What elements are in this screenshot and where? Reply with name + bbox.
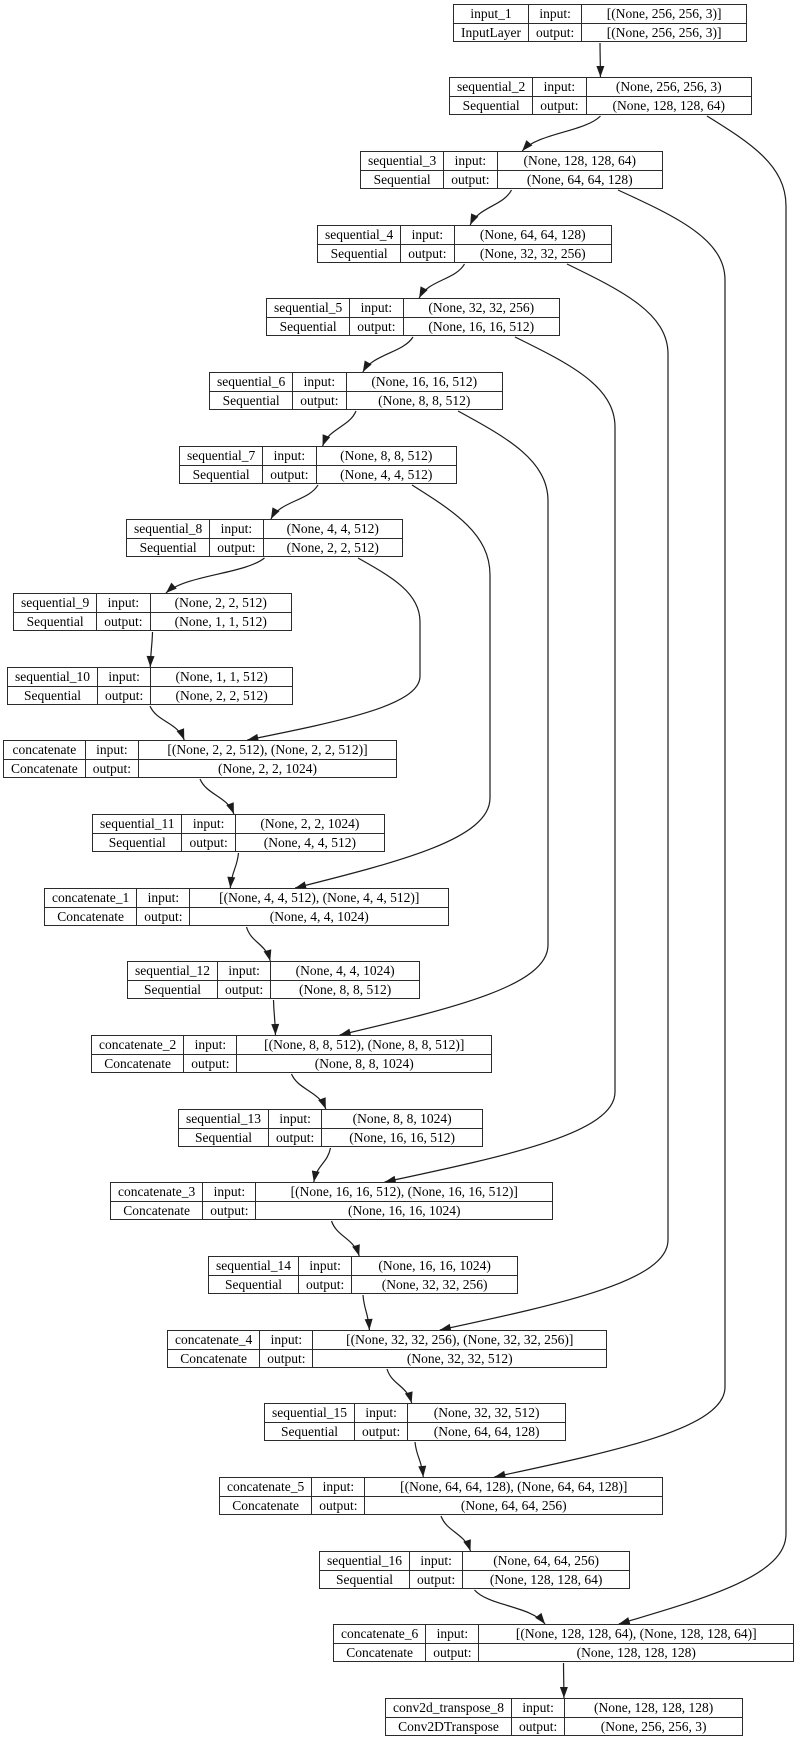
layer-node-sequential_10: [7, 667, 293, 705]
layer-input-shape: [(None, 4, 4, 512), (None, 4, 4, 512)]: [189, 889, 448, 907]
layer-name: sequential_11: [100, 816, 175, 831]
layer-name: concatenate_3: [118, 1184, 196, 1199]
layer-type: Sequential: [93, 833, 181, 851]
input-label: input:: [532, 78, 585, 96]
layer-output-shape: (None, 4, 4, 1024): [189, 907, 448, 925]
layer-type: Sequential: [14, 612, 96, 630]
input-label: input:: [292, 373, 345, 391]
layer-output-shape: (None, 1, 1, 512): [150, 612, 292, 630]
layer-input-shape: (None, 16, 16, 512): [346, 373, 503, 391]
input-label: input:: [268, 1110, 321, 1128]
layer-output-shape: (None, 128, 128, 64): [462, 1570, 629, 1588]
input-label: input:: [259, 1331, 312, 1349]
layer-node-sequential_8: [126, 519, 403, 557]
layer-input-shape: [(None, 16, 16, 512), (None, 16, 16, 512)]: [255, 1183, 552, 1201]
layer-type: Sequential: [267, 317, 349, 335]
output-label: output:: [425, 1643, 478, 1661]
layer-node-concatenate_4: [167, 1330, 607, 1368]
output-label: output:: [183, 1054, 236, 1072]
layer-node-concatenate: [3, 740, 397, 778]
layer-type: Sequential: [179, 1128, 268, 1146]
layer-node-concatenate_3: [110, 1182, 553, 1220]
layer-name: concatenate_4: [175, 1332, 253, 1347]
output-label: output:: [511, 1717, 564, 1735]
layer-node-sequential_3: [360, 151, 663, 189]
output-label: output:: [400, 244, 453, 262]
layer-node-concatenate_6: [333, 1624, 794, 1662]
layer-output-shape: (None, 4, 4, 512): [235, 833, 384, 851]
layer-input-shape: (None, 16, 16, 1024): [351, 1257, 517, 1275]
layer-type: Sequential: [265, 1422, 354, 1440]
layer-output-shape: (None, 64, 64, 128): [497, 170, 663, 188]
layer-node-sequential_16: [319, 1551, 630, 1589]
input-label: input:: [209, 520, 262, 538]
layer-type: Concatenate: [92, 1054, 183, 1072]
layer-type: Concatenate: [4, 759, 85, 777]
layer-node-sequential_5: [266, 298, 560, 336]
input-label: input:: [183, 1036, 236, 1054]
layer-node-concatenate_2: [91, 1035, 492, 1073]
output-label: output:: [268, 1128, 321, 1146]
layer-input-shape: (None, 256, 256, 3): [586, 78, 752, 96]
input-label: input:: [528, 5, 581, 23]
layer-input-shape: (None, 128, 128, 128): [564, 1699, 742, 1717]
output-label: output:: [181, 833, 234, 851]
input-label: input:: [96, 594, 149, 612]
input-label: input:: [97, 668, 150, 686]
input-label: input:: [85, 741, 138, 759]
layer-name: sequential_5: [274, 300, 343, 315]
layer-type: Sequential: [180, 465, 262, 483]
layer-output-shape: (None, 64, 64, 128): [407, 1422, 565, 1440]
layer-type: Concatenate: [111, 1201, 202, 1219]
layer-node-sequential_6: [209, 372, 503, 410]
layer-type: Sequential: [127, 538, 209, 556]
layer-input-shape: (None, 4, 4, 512): [263, 520, 403, 538]
layer-output-shape: (None, 8, 8, 1024): [236, 1054, 491, 1072]
input-label: input:: [217, 962, 270, 980]
layer-node-sequential_4: [317, 225, 612, 263]
output-label: output:: [311, 1496, 364, 1514]
layer-name: sequential_12: [135, 963, 210, 978]
input-label: input:: [202, 1183, 255, 1201]
output-label: output:: [262, 465, 315, 483]
output-label: output:: [528, 23, 581, 41]
layer-output-shape: [(None, 256, 256, 3)]: [581, 23, 746, 41]
layer-name: concatenate_2: [99, 1037, 177, 1052]
layer-type: Sequential: [450, 96, 532, 114]
layer-input-shape: (None, 32, 32, 256): [403, 299, 560, 317]
layer-input-shape: (None, 8, 8, 512): [316, 447, 457, 465]
layer-input-shape: (None, 32, 32, 512): [407, 1404, 565, 1422]
layer-input-shape: [(None, 256, 256, 3)]: [581, 5, 746, 23]
input-label: input:: [262, 447, 315, 465]
layer-name: concatenate: [12, 742, 77, 757]
layer-output-shape: (None, 256, 256, 3): [564, 1717, 742, 1735]
layer-type: Sequential: [8, 686, 97, 704]
layer-type: Concatenate: [334, 1643, 425, 1661]
output-label: output:: [136, 907, 189, 925]
layer-node-sequential_13: [178, 1109, 483, 1147]
layer-input-shape: (None, 2, 2, 512): [150, 594, 292, 612]
layer-output-shape: (None, 2, 2, 512): [150, 686, 292, 704]
layer-type: Concatenate: [45, 907, 136, 925]
output-label: output:: [349, 317, 402, 335]
input-label: input:: [425, 1625, 478, 1643]
layer-type: Sequential: [320, 1570, 409, 1588]
layer-type: Sequential: [209, 1275, 298, 1293]
layer-type: Concatenate: [220, 1496, 311, 1514]
layer-name: sequential_4: [325, 227, 394, 242]
output-label: output:: [292, 391, 345, 409]
output-label: output:: [409, 1570, 462, 1588]
layer-output-shape: (None, 2, 2, 1024): [138, 759, 396, 777]
layer-type: Sequential: [361, 170, 443, 188]
layer-node-sequential_15: [264, 1403, 566, 1441]
layer-output-shape: (None, 128, 128, 128): [478, 1643, 793, 1661]
layer-node-sequential_14: [208, 1256, 518, 1294]
layer-name: sequential_8: [134, 521, 203, 536]
input-label: input:: [400, 226, 453, 244]
layer-output-shape: (None, 32, 32, 256): [454, 244, 612, 262]
output-label: output:: [217, 980, 270, 998]
layer-name: concatenate_1: [52, 890, 130, 905]
layer-input-shape: (None, 1, 1, 512): [150, 668, 292, 686]
layer-output-shape: (None, 8, 8, 512): [270, 980, 419, 998]
input-label: input:: [443, 152, 496, 170]
layer-node-conv2d_transpose_8: [385, 1698, 743, 1736]
layer-output-shape: (None, 128, 128, 64): [586, 96, 752, 114]
layer-type: Sequential: [128, 980, 217, 998]
layer-input-shape: [(None, 64, 64, 128), (None, 64, 64, 128)]: [364, 1478, 662, 1496]
layer-node-sequential_7: [179, 446, 457, 484]
input-label: input:: [136, 889, 189, 907]
layer-node-sequential_11: [92, 814, 385, 852]
layer-node-sequential_9: [13, 593, 292, 631]
layer-output-shape: (None, 8, 8, 512): [346, 391, 503, 409]
layer-type: Conv2DTranspose: [386, 1717, 511, 1735]
layer-input-shape: [(None, 32, 32, 256), (None, 32, 32, 256)]: [312, 1331, 606, 1349]
input-label: input:: [409, 1552, 462, 1570]
output-label: output:: [354, 1422, 407, 1440]
layer-name: sequential_9: [21, 595, 90, 610]
layer-node-concatenate_1: [44, 888, 449, 926]
layer-node-input_1: [453, 4, 747, 42]
layer-output-shape: (None, 2, 2, 512): [263, 538, 403, 556]
layer-name: sequential_7: [187, 448, 256, 463]
output-label: output:: [202, 1201, 255, 1219]
layer-name: sequential_16: [327, 1553, 402, 1568]
layer-input-shape: (None, 4, 4, 1024): [270, 962, 419, 980]
layer-name: concatenate_5: [227, 1479, 305, 1494]
layer-output-shape: (None, 4, 4, 512): [316, 465, 457, 483]
layer-name: sequential_13: [186, 1111, 261, 1126]
layer-input-shape: [(None, 2, 2, 512), (None, 2, 2, 512)]: [138, 741, 396, 759]
layer-input-shape: (None, 64, 64, 256): [462, 1552, 629, 1570]
output-label: output:: [443, 170, 496, 188]
input-label: input:: [311, 1478, 364, 1496]
output-label: output:: [85, 759, 138, 777]
output-label: output:: [96, 612, 149, 630]
layer-input-shape: (None, 64, 64, 128): [454, 226, 612, 244]
layer-output-shape: (None, 16, 16, 1024): [255, 1201, 552, 1219]
layer-output-shape: (None, 32, 32, 256): [351, 1275, 517, 1293]
layer-output-shape: (None, 16, 16, 512): [321, 1128, 482, 1146]
layer-output-shape: (None, 64, 64, 256): [364, 1496, 662, 1514]
layer-type: Sequential: [318, 244, 400, 262]
layer-input-shape: (None, 8, 8, 1024): [321, 1110, 482, 1128]
layer-node-sequential_12: [127, 961, 420, 999]
layer-name: sequential_14: [216, 1258, 291, 1273]
layer-node-concatenate_5: [219, 1477, 663, 1515]
layer-name: sequential_15: [272, 1405, 347, 1420]
input-label: input:: [349, 299, 402, 317]
layer-name: input_1: [470, 6, 512, 21]
layer-input-shape: (None, 2, 2, 1024): [235, 815, 384, 833]
layer-name: sequential_10: [15, 669, 90, 684]
output-label: output:: [259, 1349, 312, 1367]
layer-node-sequential_2: [449, 77, 752, 115]
layer-name: conv2d_transpose_8: [393, 1700, 504, 1715]
layer-name: sequential_6: [217, 374, 286, 389]
input-label: input:: [181, 815, 234, 833]
output-label: output:: [532, 96, 585, 114]
layer-name: sequential_3: [368, 153, 437, 168]
output-label: output:: [97, 686, 150, 704]
layer-name: sequential_2: [457, 79, 526, 94]
layer-input-shape: (None, 128, 128, 64): [497, 152, 663, 170]
layer-input-shape: [(None, 128, 128, 64), (None, 128, 128, 64)]: [478, 1625, 793, 1643]
input-label: input:: [354, 1404, 407, 1422]
layer-type: Concatenate: [168, 1349, 259, 1367]
layer-type: InputLayer: [454, 23, 528, 41]
layer-output-shape: (None, 16, 16, 512): [403, 317, 560, 335]
layer-output-shape: (None, 32, 32, 512): [312, 1349, 606, 1367]
layer-name: concatenate_6: [341, 1626, 419, 1641]
input-label: input:: [298, 1257, 351, 1275]
input-label: input:: [511, 1699, 564, 1717]
layer-input-shape: [(None, 8, 8, 512), (None, 8, 8, 512)]: [236, 1036, 491, 1054]
output-label: output:: [298, 1275, 351, 1293]
layer-type: Sequential: [210, 391, 292, 409]
output-label: output:: [209, 538, 262, 556]
